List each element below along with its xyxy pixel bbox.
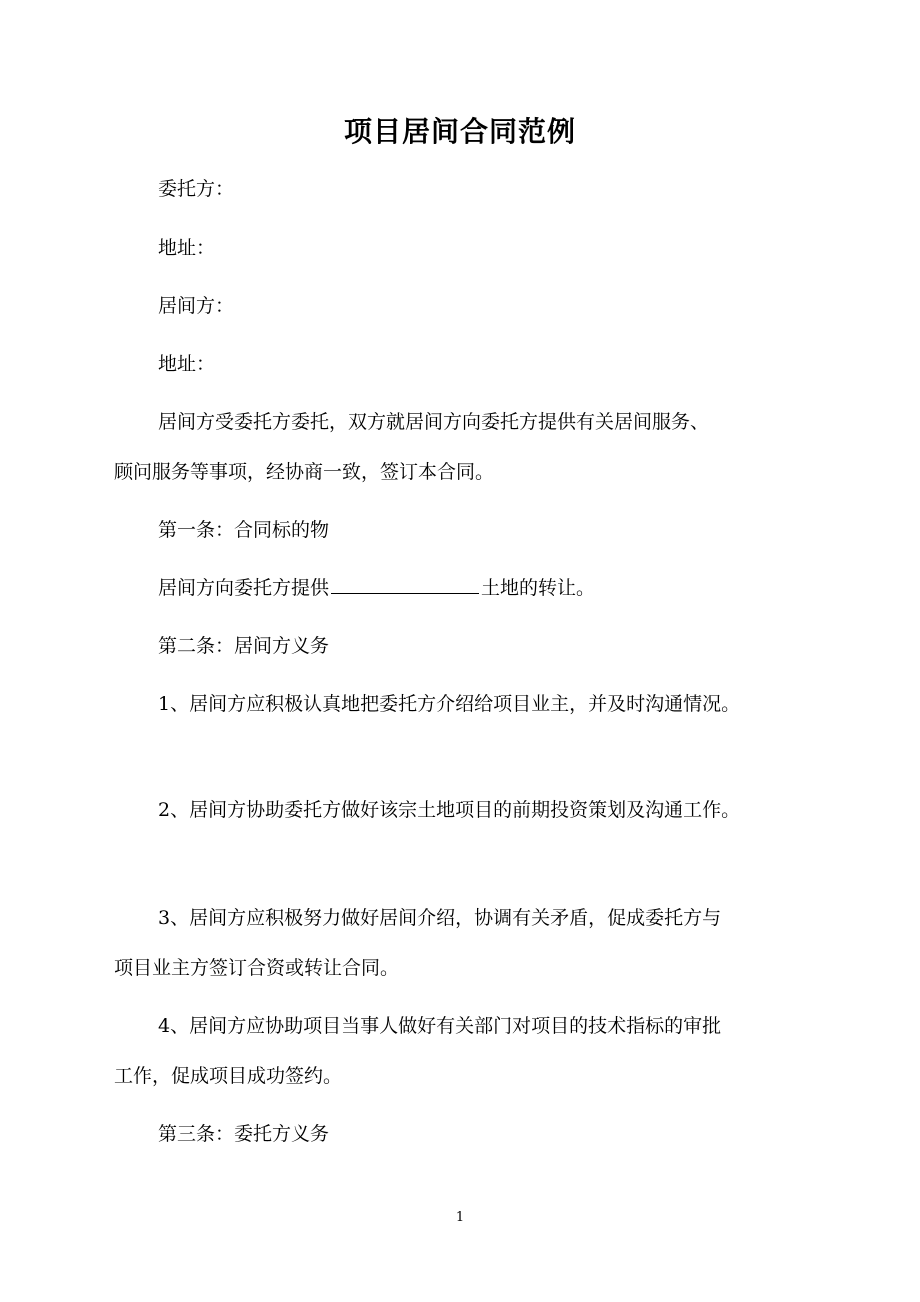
article1-clause-after: 土地的转让。: [481, 577, 596, 599]
article2-item1: 1、居间方应积极认真地把委托方介绍给项目业主，并及时沟通情况。: [158, 693, 741, 715]
client-address-label: 地址：: [158, 237, 216, 259]
intro-paragraph-line1: 居间方受委托方委托，双方就居间方向委托方提供有关居间服务、: [158, 411, 710, 433]
article2-item4-line2: 工作，促成项目成功签约。: [114, 1065, 343, 1087]
broker-address-label: 地址：: [158, 353, 216, 375]
article2-item2: 2、居间方协助委托方做好该宗土地项目的前期投资策划及沟通工作。: [158, 799, 741, 821]
article2-item4-line1: 4、居间方应协助项目当事人做好有关部门对项目的技术指标的审批: [158, 1015, 722, 1037]
article2-item3-line2: 项目业主方签订合资或转让合同。: [114, 957, 400, 979]
broker-label: 居间方：: [158, 295, 235, 317]
article1-clause-before: 居间方向委托方提供: [158, 577, 330, 599]
fill-in-blank: [331, 575, 479, 594]
article1-heading: 第一条：合同标的物: [158, 519, 330, 541]
intro-paragraph-line2: 顾问服务等事项，经协商一致，签订本合同。: [114, 461, 495, 483]
page-number: 1: [455, 1210, 465, 1225]
article3-heading: 第三条：委托方义务: [158, 1123, 330, 1145]
article2-item3-line1: 3、居间方应积极努力做好居间介绍，协调有关矛盾，促成委托方与: [158, 907, 722, 929]
article1-clause: [158, 574, 595, 602]
article2-heading: 第二条：居间方义务: [158, 635, 330, 657]
client-label: 委托方：: [158, 178, 235, 200]
document-title: 项目居间合同范例: [343, 115, 576, 148]
